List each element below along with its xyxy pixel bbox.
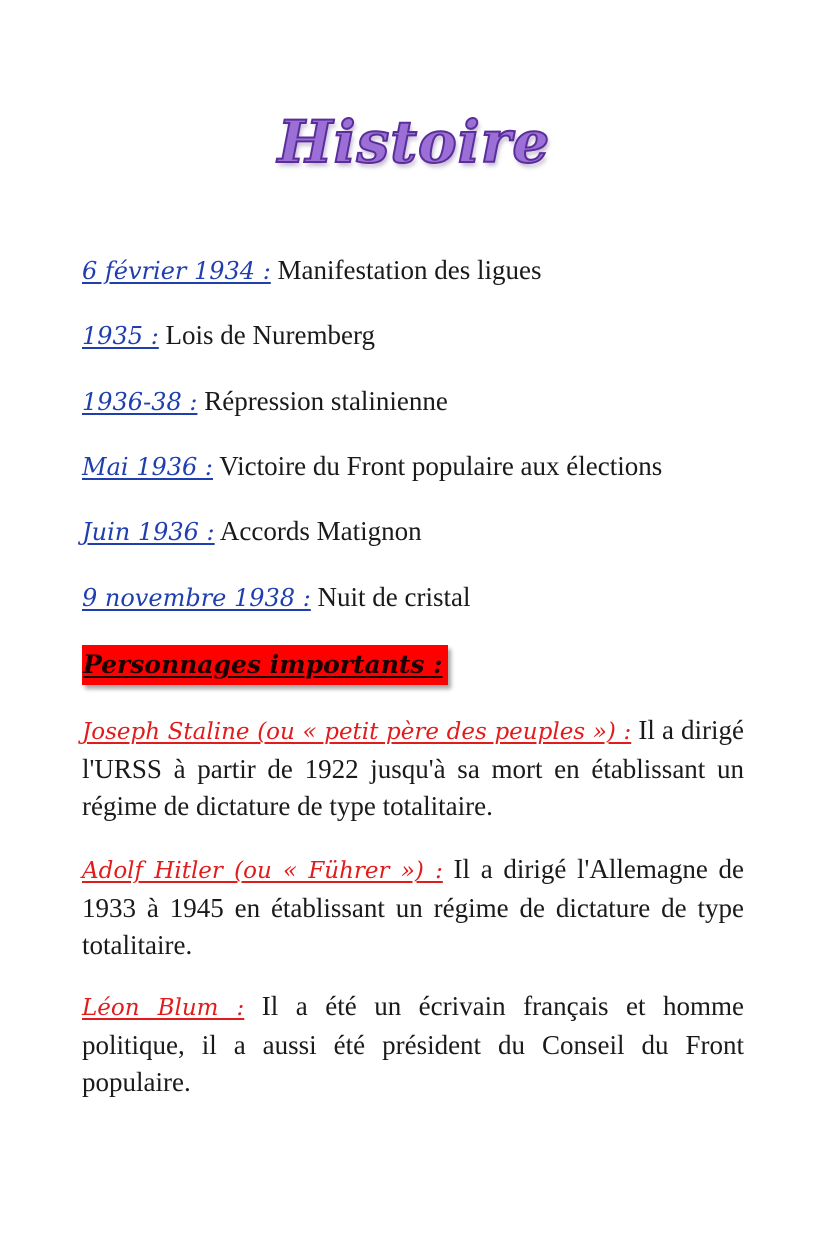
event-line	[82, 449, 662, 484]
event-line	[82, 318, 375, 353]
event-text: Manifestation des ligues	[277, 255, 542, 285]
event-text: Victoire du Front populaire aux élections	[219, 451, 663, 481]
event-text: Lois de Nuremberg	[165, 320, 375, 350]
person-entry	[82, 712, 744, 825]
event-date: 1935 :	[82, 322, 159, 350]
event-line	[82, 514, 422, 549]
section-heading	[82, 645, 448, 685]
person-entry	[82, 851, 744, 964]
person-description: Il a été un écrivain français et homme politique, il a aussi été président du Conseil du Front populaire.	[82, 991, 745, 1097]
person-description: Il a dirigé l'Allemagne de 1933 à 1945 en établissant un régime de dictature de type totalitaire.	[82, 854, 745, 960]
person-name: Joseph Staline (ou « petit père des peuples ») :	[82, 719, 632, 745]
page-title: Histoire	[277, 108, 551, 176]
event-line	[82, 384, 448, 419]
person-entry	[82, 988, 744, 1101]
section-heading-label: Personnages importants :	[83, 650, 443, 679]
event-text: Répression stalinienne	[204, 386, 448, 416]
person-name: Léon Blum :	[82, 995, 245, 1021]
event-text: Nuit de cristal	[317, 582, 471, 612]
event-line	[82, 253, 542, 288]
event-date: Mai 1936 :	[82, 453, 213, 481]
event-text: Accords Matignon	[219, 516, 422, 546]
event-date: Juin 1936 :	[82, 518, 215, 546]
event-date: 1936-38 :	[82, 388, 198, 416]
event-date: 9 novembre 1938 :	[82, 584, 311, 612]
event-line	[82, 580, 471, 615]
person-name: Adolf Hitler (ou « Führer ») :	[82, 858, 443, 884]
event-date: 6 février 1934 :	[82, 257, 271, 285]
person-description: Il a dirigé l'URSS à partir de 1922 jusqu'à sa mort en établissant un régime de dictature de type totalitaire.	[82, 715, 745, 821]
